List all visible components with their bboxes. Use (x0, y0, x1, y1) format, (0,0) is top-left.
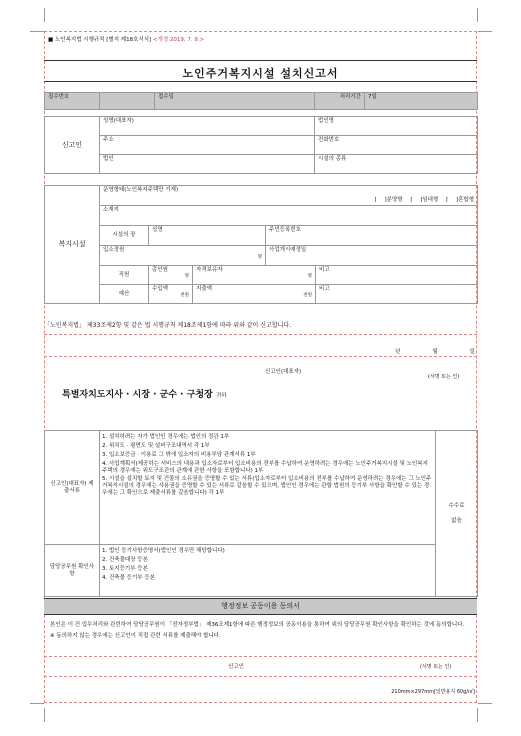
staff-note-field[interactable]: 비고 (316, 266, 478, 285)
consent-text: 본인은 이 건 업무처리와 관련하여 담당공무원이 「전자정부법」 제36조제1항에 따른 행정정보의 공동이용을 통하여 위의 담당공무원 확인사항을 확인하는 것에 동의합니다. (50, 622, 465, 628)
applicant-section-label: 신고인 (45, 117, 100, 174)
submit-docs-label: 신고인(대표자) 제출서류 (45, 431, 100, 545)
crop-mark (30, 31, 44, 32)
divider (44, 676, 477, 677)
year-label: 년 (395, 349, 401, 355)
attachments-table (44, 430, 478, 597)
corp-field[interactable]: 법인명 (315, 117, 478, 136)
receipt-number-label: 접수번호 (45, 93, 100, 110)
date-line (395, 347, 475, 355)
fee-cell (436, 431, 478, 597)
option-mixed[interactable]: [ ]혼합형 (446, 196, 475, 203)
signer-sign[interactable]: (서명 또는 인) (428, 374, 460, 380)
consent-text-block (50, 621, 470, 641)
verify-list (100, 545, 436, 597)
applicant-table (44, 116, 478, 174)
operation-type-field[interactable] (100, 186, 478, 206)
receipt-table (44, 92, 478, 110)
location-field[interactable]: 소재지 (100, 206, 478, 226)
attachment-item: 1. 설치하려는 자가 법인인 경우에는 법인의 정관 1부 (102, 434, 230, 440)
paper-spec: 210mm×297mm[일반용지 60g/㎡] (391, 689, 475, 695)
day-label: 일 (469, 349, 475, 355)
title-bar (44, 60, 477, 82)
signer-label: 신고인(대표자) (265, 369, 302, 375)
hired-unit: 명 (184, 274, 189, 279)
facility-section-label: 복지시설 (45, 186, 100, 304)
verify-label: 담당공무원 확인사항 (45, 545, 100, 597)
facility-type-field[interactable]: 시설의 종류 (315, 155, 478, 174)
addressee-name: 특별자치도지사 · 시장 · 군수 · 구청장 (62, 390, 213, 400)
consent-title: 행정정보 공동이용 동의서 (44, 598, 477, 615)
crop-mark (477, 8, 478, 22)
fee-label: 수수료 (448, 502, 465, 509)
crop-mark (478, 31, 492, 32)
phone-field[interactable]: 전화번호 (315, 136, 478, 155)
facility-head-label: 시설의 장 (100, 226, 149, 246)
hired-label: 총인원 (152, 267, 168, 273)
attachment-item: 3. 입소보증금 · 이용료 그 밖에 입소자의 비용부담 관계서류 1부 (102, 451, 256, 458)
month-label: 월 (432, 349, 438, 355)
attachment-item: 4. 사업계획서(제공하는 서비스의 내용과 입소자로부터 입소비용의 전부를 수납하여 운영하려는 경우에는 노인주거복지시설 및 노인복지주택의 경우에는 위도구조관의 관계에 관한 사항을 포함합니다) 1부 (102, 460, 428, 474)
expense-field[interactable] (193, 285, 316, 304)
expense-unit: 천원 (303, 293, 312, 298)
divider (44, 356, 477, 357)
revision-date: <개정 2019. 7. 9.> (152, 37, 205, 43)
capacity-unit: 명 (257, 255, 262, 260)
income-field[interactable] (149, 285, 193, 304)
crop-mark (478, 703, 492, 704)
receipt-date-label: 접수일 (155, 93, 315, 110)
consent-signer-label: 신고인 (228, 664, 244, 670)
income-label: 수입액 (152, 286, 168, 292)
divider (44, 656, 477, 657)
option-rental[interactable]: [ ]임대형 (410, 196, 439, 203)
submit-docs-list (100, 431, 436, 545)
attachment-item: 2. 위치도 · 평면도 및 설비구조내역서 각 1부 (102, 442, 210, 449)
hired-field[interactable] (149, 266, 193, 285)
option-sale[interactable]: [ ]분양형 (374, 196, 403, 203)
budget-note-field[interactable]: 비고 (316, 285, 478, 304)
qualified-field[interactable] (193, 266, 316, 285)
income-unit: 천원 (180, 293, 189, 298)
verify-item: 4. 건축물 등기부 등본 (102, 574, 155, 581)
expense-label: 지출액 (196, 286, 212, 292)
address-field[interactable]: 주소 (100, 136, 315, 155)
consent-note: ※ 동의하지 않는 경우에는 신고인이 직접 관련 서류를 제출해야 합니다. (50, 633, 221, 640)
crop-mark (477, 708, 478, 722)
processing-period-label: 처리기간 (315, 93, 365, 110)
addressee-suffix: 귀하 (215, 393, 227, 399)
crop-mark (30, 703, 44, 704)
start-date-field[interactable]: 사업개시예정일 (266, 246, 478, 266)
verify-item: 1. 법인 등기사항증명서(법인인 경우만 해당합니다) (102, 548, 225, 554)
resident-no-field[interactable]: 주민등록번호 (266, 226, 478, 246)
declaration-text: 「노인복지법」 제33조제2항 및 같은 법 시행규칙 제18조제1항에 따라 위와 같이 신고합니다. (44, 322, 292, 329)
qualified-label: 자격보유자 (196, 267, 223, 273)
operation-type-label: 운영형태(노인복지주택만 기재) (103, 187, 179, 193)
form-header (48, 35, 204, 43)
form-reference: ■ 노인복지법 시행규칙 [별지 제18호서식] (48, 37, 152, 43)
addressee (62, 387, 227, 400)
corp-name-field[interactable]: 법인 (100, 155, 315, 174)
staff-label: 직원 (100, 266, 149, 285)
consent-sign[interactable]: (서명 또는 인) (420, 664, 452, 670)
processing-period-value: 7일 (365, 93, 478, 110)
divider (44, 334, 477, 335)
facility-table (44, 185, 478, 304)
verify-item: 3. 토지등기부 등본 (102, 565, 148, 572)
crop-mark (44, 8, 45, 22)
budget-label: 예산 (100, 285, 149, 304)
fee-value: 없음 (451, 517, 462, 524)
verify-item: 2. 건축물대장 등본 (102, 556, 148, 563)
form-title: 노인주거복지시설 설치신고서 (182, 67, 339, 80)
capacity-label: 입소정원 (103, 247, 125, 253)
name-field[interactable]: 성명(대표자) (100, 117, 315, 136)
attachment-item: 5. 시설을 설치할 토지 및 건물의 소유권을 증명할 수 있는 서류(입소자로부터 입소비용의 전부를 수납하여 운영하려는 경우에는 그 노인주거복지시설의 경우에는 사용권을 증명할 수 있는 서류로 갈음할 수 있으며, 법인인 경우에는 관할 법원의 등기부 사항을 확인할 수 있는 경우에는 그 확인으로 제출서류를 갈음합니다) 각 1부 (102, 476, 432, 497)
capacity-field[interactable] (100, 246, 266, 266)
qualified-unit: 명 (307, 274, 312, 279)
head-name-field[interactable]: 성명 (149, 226, 266, 246)
crop-mark (44, 708, 45, 722)
